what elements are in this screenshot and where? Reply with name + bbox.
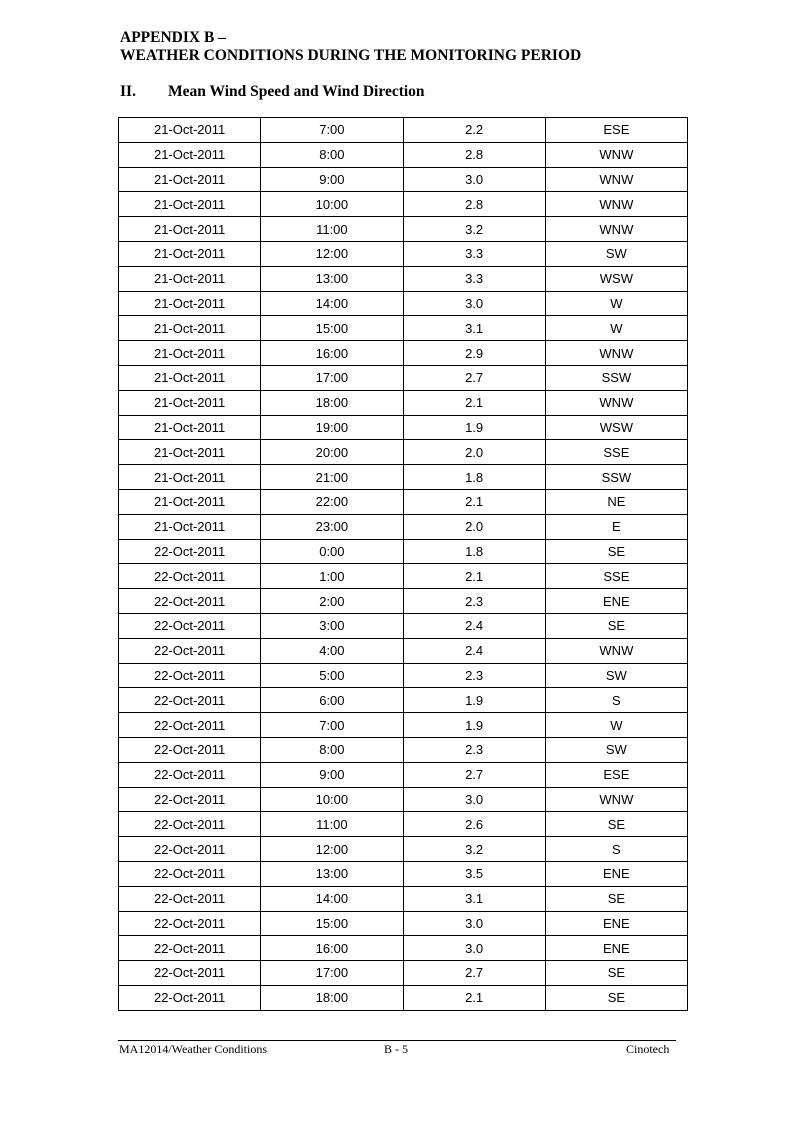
date-cell: 21-Oct-2011 — [119, 390, 261, 415]
time-cell: 18:00 — [261, 985, 403, 1010]
wind-direction-cell: SW — [545, 663, 687, 688]
wind-speed-cell: 1.9 — [403, 688, 545, 713]
date-cell: 22-Oct-2011 — [119, 936, 261, 961]
wind-direction-cell: WNW — [545, 787, 687, 812]
time-cell: 16:00 — [261, 936, 403, 961]
date-cell: 21-Oct-2011 — [119, 514, 261, 539]
time-cell: 14:00 — [261, 291, 403, 316]
table-row — [119, 787, 688, 812]
table-row — [119, 589, 688, 614]
table-row — [119, 688, 688, 713]
table-row — [119, 489, 688, 514]
wind-speed-cell: 2.7 — [403, 365, 545, 390]
date-cell: 21-Oct-2011 — [119, 415, 261, 440]
wind-direction-cell: W — [545, 291, 687, 316]
time-cell: 13:00 — [261, 861, 403, 886]
date-cell: 21-Oct-2011 — [119, 365, 261, 390]
time-cell: 19:00 — [261, 415, 403, 440]
time-cell: 7:00 — [261, 713, 403, 738]
time-cell: 4:00 — [261, 638, 403, 663]
date-cell: 21-Oct-2011 — [119, 489, 261, 514]
wind-data-table — [118, 117, 688, 1011]
date-cell: 22-Oct-2011 — [119, 638, 261, 663]
date-cell: 21-Oct-2011 — [119, 440, 261, 465]
wind-direction-cell: WNW — [545, 390, 687, 415]
appendix-label: APPENDIX B – — [120, 29, 226, 46]
table-row — [119, 564, 688, 589]
wind-direction-cell: SSE — [545, 564, 687, 589]
table-row — [119, 837, 688, 862]
date-cell: 22-Oct-2011 — [119, 688, 261, 713]
table-row — [119, 316, 688, 341]
wind-speed-cell: 3.0 — [403, 167, 545, 192]
wind-speed-cell: 2.9 — [403, 341, 545, 366]
wind-direction-cell: WNW — [545, 192, 687, 217]
table-row — [119, 192, 688, 217]
time-cell: 15:00 — [261, 316, 403, 341]
table-row — [119, 266, 688, 291]
footer-company: Cinotech — [626, 1042, 670, 1056]
date-cell: 21-Oct-2011 — [119, 341, 261, 366]
footer-page-number: B - 5 — [384, 1042, 408, 1056]
wind-direction-cell: SW — [545, 241, 687, 266]
table-row — [119, 390, 688, 415]
table-row — [119, 514, 688, 539]
date-cell: 21-Oct-2011 — [119, 465, 261, 490]
wind-speed-cell: 1.8 — [403, 465, 545, 490]
wind-speed-cell: 3.3 — [403, 266, 545, 291]
wind-direction-cell: SSW — [545, 465, 687, 490]
time-cell: 7:00 — [261, 118, 403, 143]
wind-direction-cell: ENE — [545, 861, 687, 886]
table-row — [119, 812, 688, 837]
wind-direction-cell: ENE — [545, 936, 687, 961]
time-cell: 8:00 — [261, 142, 403, 167]
wind-direction-cell: SE — [545, 985, 687, 1010]
appendix-title — [120, 29, 581, 65]
time-cell: 14:00 — [261, 886, 403, 911]
time-cell: 11:00 — [261, 812, 403, 837]
table-row — [119, 291, 688, 316]
date-cell: 22-Oct-2011 — [119, 812, 261, 837]
time-cell: 9:00 — [261, 762, 403, 787]
time-cell: 11:00 — [261, 217, 403, 242]
wind-speed-cell: 2.4 — [403, 638, 545, 663]
time-cell: 9:00 — [261, 167, 403, 192]
table-row — [119, 613, 688, 638]
date-cell: 21-Oct-2011 — [119, 167, 261, 192]
table-row — [119, 737, 688, 762]
footer-document-ref: MA12014/Weather Conditions — [119, 1042, 268, 1056]
wind-direction-cell: WSW — [545, 266, 687, 291]
time-cell: 6:00 — [261, 688, 403, 713]
time-cell: 21:00 — [261, 465, 403, 490]
wind-speed-cell: 2.6 — [403, 812, 545, 837]
time-cell: 16:00 — [261, 341, 403, 366]
time-cell: 0:00 — [261, 539, 403, 564]
wind-direction-cell: WNW — [545, 142, 687, 167]
time-cell: 5:00 — [261, 663, 403, 688]
wind-speed-cell: 1.9 — [403, 415, 545, 440]
date-cell: 22-Oct-2011 — [119, 861, 261, 886]
wind-direction-cell: SE — [545, 539, 687, 564]
date-cell: 21-Oct-2011 — [119, 291, 261, 316]
table-row — [119, 167, 688, 192]
date-cell: 22-Oct-2011 — [119, 837, 261, 862]
wind-direction-cell: WNW — [545, 217, 687, 242]
date-cell: 22-Oct-2011 — [119, 762, 261, 787]
time-cell: 18:00 — [261, 390, 403, 415]
wind-speed-cell: 3.5 — [403, 861, 545, 886]
time-cell: 1:00 — [261, 564, 403, 589]
wind-direction-cell: SE — [545, 961, 687, 986]
date-cell: 22-Oct-2011 — [119, 564, 261, 589]
date-cell: 22-Oct-2011 — [119, 985, 261, 1010]
table-row — [119, 365, 688, 390]
wind-direction-cell: W — [545, 713, 687, 738]
date-cell: 21-Oct-2011 — [119, 118, 261, 143]
date-cell: 21-Oct-2011 — [119, 192, 261, 217]
table-row — [119, 440, 688, 465]
time-cell: 23:00 — [261, 514, 403, 539]
wind-direction-cell: SE — [545, 812, 687, 837]
table-row — [119, 663, 688, 688]
wind-speed-cell: 2.3 — [403, 663, 545, 688]
wind-direction-cell: NE — [545, 489, 687, 514]
wind-direction-cell: SW — [545, 737, 687, 762]
section-title: Mean Wind Speed and Wind Direction — [168, 83, 425, 100]
wind-speed-cell: 3.0 — [403, 936, 545, 961]
table-row — [119, 142, 688, 167]
wind-speed-cell: 3.2 — [403, 837, 545, 862]
wind-direction-cell: WNW — [545, 341, 687, 366]
date-cell: 21-Oct-2011 — [119, 316, 261, 341]
date-cell: 21-Oct-2011 — [119, 266, 261, 291]
wind-direction-cell: WNW — [545, 167, 687, 192]
wind-speed-cell: 2.1 — [403, 489, 545, 514]
date-cell: 21-Oct-2011 — [119, 142, 261, 167]
table-row — [119, 638, 688, 663]
time-cell: 10:00 — [261, 192, 403, 217]
date-cell: 22-Oct-2011 — [119, 787, 261, 812]
section-number: II. — [120, 83, 136, 100]
wind-direction-cell: SSW — [545, 365, 687, 390]
wind-direction-cell: E — [545, 514, 687, 539]
appendix-subtitle: WEATHER CONDITIONS DURING THE MONITORING PERIOD — [120, 47, 582, 64]
wind-speed-cell: 2.8 — [403, 192, 545, 217]
time-cell: 15:00 — [261, 911, 403, 936]
table-row — [119, 415, 688, 440]
time-cell: 20:00 — [261, 440, 403, 465]
wind-direction-cell: ENE — [545, 589, 687, 614]
time-cell: 13:00 — [261, 266, 403, 291]
time-cell: 8:00 — [261, 737, 403, 762]
date-cell: 22-Oct-2011 — [119, 737, 261, 762]
wind-speed-cell: 2.3 — [403, 589, 545, 614]
table-row — [119, 118, 688, 143]
time-cell: 17:00 — [261, 961, 403, 986]
wind-speed-cell: 2.0 — [403, 514, 545, 539]
table-row — [119, 911, 688, 936]
date-cell: 22-Oct-2011 — [119, 663, 261, 688]
table-row — [119, 762, 688, 787]
wind-speed-cell: 1.9 — [403, 713, 545, 738]
wind-speed-cell: 2.3 — [403, 737, 545, 762]
table-row — [119, 465, 688, 490]
time-cell: 10:00 — [261, 787, 403, 812]
table-row — [119, 217, 688, 242]
date-cell: 21-Oct-2011 — [119, 241, 261, 266]
date-cell: 21-Oct-2011 — [119, 217, 261, 242]
wind-direction-cell: SE — [545, 613, 687, 638]
table-row — [119, 961, 688, 986]
table-row — [119, 985, 688, 1010]
wind-direction-cell: SSE — [545, 440, 687, 465]
table-row — [119, 886, 688, 911]
footer-divider — [118, 1040, 676, 1041]
wind-speed-cell: 3.0 — [403, 291, 545, 316]
wind-speed-cell: 3.1 — [403, 316, 545, 341]
date-cell: 22-Oct-2011 — [119, 961, 261, 986]
wind-direction-cell: WSW — [545, 415, 687, 440]
wind-speed-cell: 2.7 — [403, 762, 545, 787]
wind-speed-cell: 2.7 — [403, 961, 545, 986]
wind-speed-cell: 2.1 — [403, 564, 545, 589]
wind-speed-cell: 2.1 — [403, 390, 545, 415]
date-cell: 22-Oct-2011 — [119, 539, 261, 564]
table-row — [119, 341, 688, 366]
wind-table-body — [119, 118, 688, 1011]
table-row — [119, 539, 688, 564]
time-cell: 12:00 — [261, 241, 403, 266]
wind-speed-cell: 1.8 — [403, 539, 545, 564]
time-cell: 17:00 — [261, 365, 403, 390]
wind-speed-cell: 3.3 — [403, 241, 545, 266]
wind-direction-cell: W — [545, 316, 687, 341]
wind-direction-cell: SE — [545, 886, 687, 911]
time-cell: 3:00 — [261, 613, 403, 638]
wind-speed-cell: 3.1 — [403, 886, 545, 911]
date-cell: 22-Oct-2011 — [119, 886, 261, 911]
wind-direction-cell: WNW — [545, 638, 687, 663]
time-cell: 22:00 — [261, 489, 403, 514]
wind-direction-cell: ESE — [545, 118, 687, 143]
date-cell: 22-Oct-2011 — [119, 589, 261, 614]
wind-speed-cell: 3.0 — [403, 787, 545, 812]
wind-direction-cell: S — [545, 837, 687, 862]
wind-speed-cell: 2.8 — [403, 142, 545, 167]
table-row — [119, 861, 688, 886]
wind-speed-cell: 2.4 — [403, 613, 545, 638]
table-row — [119, 713, 688, 738]
table-row — [119, 936, 688, 961]
table-row — [119, 241, 688, 266]
wind-speed-cell: 3.0 — [403, 911, 545, 936]
date-cell: 22-Oct-2011 — [119, 713, 261, 738]
section-heading — [120, 83, 425, 101]
wind-speed-cell: 2.0 — [403, 440, 545, 465]
wind-direction-cell: S — [545, 688, 687, 713]
date-cell: 22-Oct-2011 — [119, 613, 261, 638]
wind-speed-cell: 3.2 — [403, 217, 545, 242]
wind-direction-cell: ENE — [545, 911, 687, 936]
wind-speed-cell: 2.2 — [403, 118, 545, 143]
wind-speed-cell: 2.1 — [403, 985, 545, 1010]
date-cell: 22-Oct-2011 — [119, 911, 261, 936]
time-cell: 12:00 — [261, 837, 403, 862]
time-cell: 2:00 — [261, 589, 403, 614]
wind-direction-cell: ESE — [545, 762, 687, 787]
